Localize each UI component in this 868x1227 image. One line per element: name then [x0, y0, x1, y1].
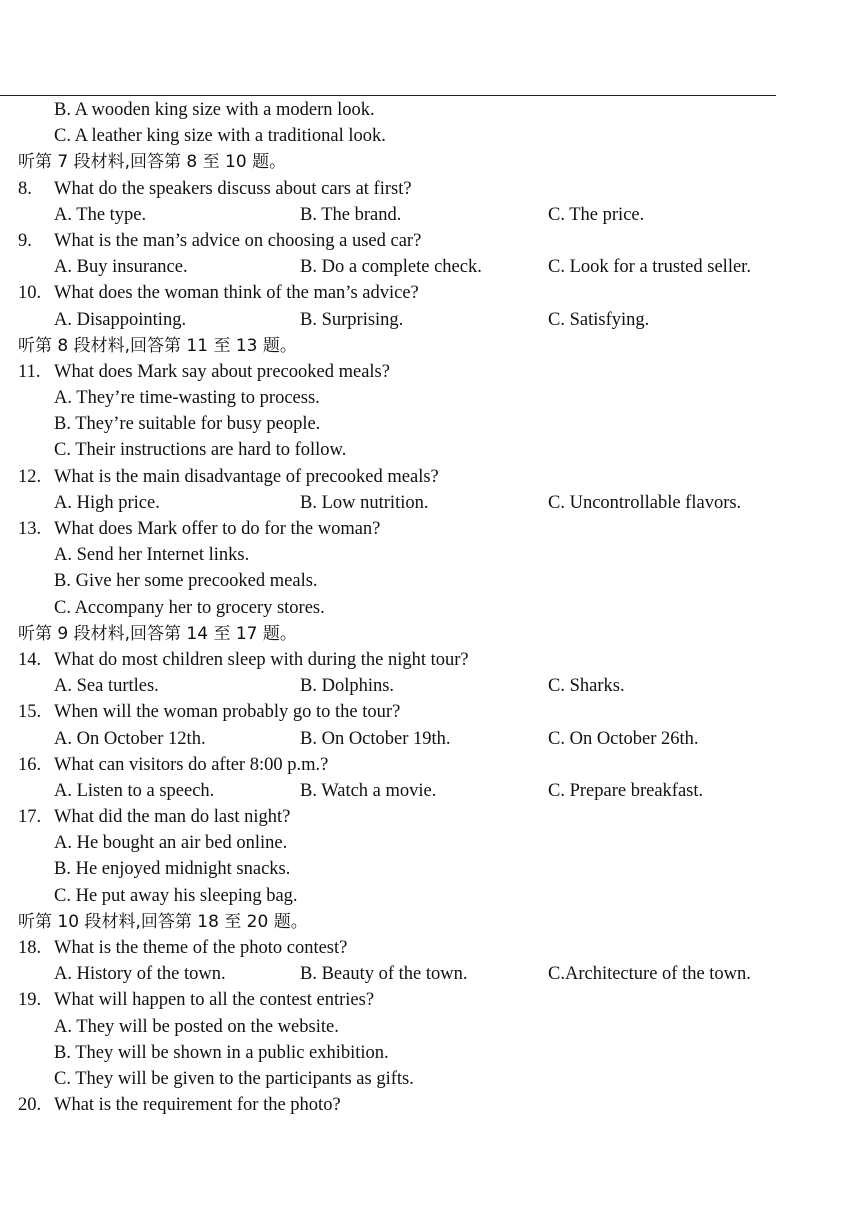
- option-row: [0, 202, 868, 228]
- option-text: B. Do a complete check.: [300, 257, 482, 278]
- section-heading-line: [0, 621, 868, 647]
- option-line: [0, 595, 868, 621]
- question-text: What does the woman think of the man’s advice?: [54, 283, 419, 304]
- option-text: A. Sea turtles.: [54, 676, 159, 697]
- option-text: A. Buy insurance.: [54, 257, 188, 278]
- option-line: [0, 385, 868, 411]
- section-heading: 听第 7 段材料,回答第 8 至 10 题。: [18, 152, 287, 173]
- option-line: [0, 568, 868, 594]
- question-number: 15.: [18, 702, 42, 723]
- section-heading-line: [0, 909, 868, 935]
- question-number: 8.: [18, 178, 32, 199]
- question-number: 18.: [18, 938, 42, 958]
- question-text: What does Mark offer to do for the woman?: [54, 519, 381, 539]
- option-text: C. Accompany her to grocery stores.: [54, 597, 325, 618]
- option-text: C. On October 26th.: [548, 728, 699, 749]
- option-text: A. History of the town.: [54, 964, 226, 985]
- option-text: C. Prepare breakfast.: [548, 780, 704, 801]
- option-text: C. They will be given to the participants as gifts.: [54, 1068, 414, 1089]
- option-text: A. He bought an air bed online.: [54, 833, 288, 854]
- question-line: [0, 804, 868, 830]
- question-line: [0, 1092, 868, 1118]
- option-line: [0, 123, 868, 149]
- question-line: [0, 176, 868, 202]
- option-text: B. They’re suitable for busy people.: [54, 414, 321, 435]
- question-text: What is the main disadvantage of precooked meals?: [54, 466, 439, 487]
- option-line: [0, 1040, 868, 1066]
- option-text: C. He put away his sleeping bag.: [54, 885, 298, 906]
- question-text: What does Mark say about precooked meals?: [54, 361, 390, 382]
- option-line: [0, 856, 868, 882]
- option-row: [0, 726, 868, 752]
- question-line: [0, 987, 868, 1013]
- section-heading: 听第 10 段材料,回答第 18 至 20 题。: [18, 911, 308, 932]
- question-line: [0, 516, 868, 542]
- option-row: [0, 254, 868, 280]
- option-text: C.Architecture of the town.: [548, 964, 751, 985]
- option-line: [0, 883, 868, 909]
- question-text: What is the requirement for the photo?: [54, 1095, 341, 1116]
- question-text: What do the speakers discuss about cars at first?: [54, 178, 412, 199]
- option-text: B. Surprising.: [300, 309, 404, 330]
- option-text: C. A leather king size with a traditional look.: [54, 126, 386, 147]
- question-number: 13.: [18, 519, 42, 539]
- option-row: [0, 490, 868, 516]
- option-text: B. Beauty of the town.: [300, 964, 468, 985]
- question-line: [0, 228, 868, 254]
- question-number: 20.: [18, 1095, 42, 1116]
- option-text: C. Look for a trusted seller.: [548, 257, 751, 278]
- option-text: B. He enjoyed midnight snacks.: [54, 859, 291, 880]
- option-text: B. On October 19th.: [300, 728, 451, 749]
- question-text: What will happen to all the contest entries?: [54, 990, 375, 1011]
- question-text: What can visitors do after 8:00 p.m.?: [54, 754, 329, 775]
- option-line: [0, 437, 868, 463]
- option-text: A. Listen to a speech.: [54, 780, 215, 801]
- option-text: C. Sharks.: [548, 676, 625, 697]
- question-number: 17.: [18, 807, 42, 828]
- option-text: B. Watch a movie.: [300, 780, 437, 801]
- option-text: A. Disappointing.: [54, 309, 187, 330]
- section-heading-line: [0, 149, 868, 175]
- question-text: What is the man’s advice on choosing a used car?: [54, 230, 422, 251]
- option-text: A. On October 12th.: [54, 728, 206, 749]
- section-heading: 听第 9 段材料,回答第 14 至 17 题。: [18, 623, 297, 644]
- option-text: A. The type.: [54, 204, 147, 225]
- option-text: A. They will be posted on the website.: [54, 1016, 339, 1037]
- question-number: 14.: [18, 649, 42, 670]
- section-heading: 听第 8 段材料,回答第 11 至 13 题。: [18, 335, 297, 356]
- option-text: C. Uncontrollable flavors.: [548, 492, 742, 513]
- question-line: [0, 280, 868, 306]
- question-line: [0, 935, 868, 961]
- question-number: 16.: [18, 754, 42, 775]
- option-text: B. They will be shown in a public exhibition.: [54, 1042, 389, 1063]
- question-text: What did the man do last night?: [54, 807, 291, 828]
- question-text: What is the theme of the photo contest?: [54, 938, 348, 958]
- question-line: [0, 752, 868, 778]
- option-line: [0, 1066, 868, 1092]
- option-text: B. Low nutrition.: [300, 492, 429, 513]
- question-line: [0, 699, 868, 725]
- option-row: [0, 673, 868, 699]
- option-row: [0, 307, 868, 333]
- question-line: [0, 359, 868, 385]
- option-text: A. Send her Internet links.: [54, 545, 250, 566]
- option-line: [0, 542, 868, 568]
- option-text: B. Dolphins.: [300, 676, 395, 697]
- option-text: C. Their instructions are hard to follow.: [54, 440, 347, 461]
- option-line: [0, 830, 868, 856]
- option-text: B. Give her some precooked meals.: [54, 571, 318, 592]
- question-text: What do most children sleep with during the night tour?: [54, 649, 469, 670]
- option-text: B. The brand.: [300, 204, 402, 225]
- question-number: 11.: [18, 361, 41, 382]
- option-text: A. High price.: [54, 492, 160, 513]
- question-number: 12.: [18, 466, 42, 487]
- option-line: [0, 1014, 868, 1040]
- option-text: B. A wooden king size with a modern look.: [54, 100, 375, 120]
- option-row: [0, 961, 868, 987]
- section-heading-line: [0, 333, 868, 359]
- option-text: A. They’re time-wasting to process.: [54, 388, 320, 409]
- question-number: 19.: [18, 990, 42, 1011]
- header-rule: [0, 95, 776, 96]
- question-number: 9.: [18, 230, 32, 251]
- option-line: [0, 97, 868, 123]
- option-text: C. Satisfying.: [548, 309, 650, 330]
- question-text: When will the woman probably go to the tour?: [54, 702, 401, 723]
- question-line: [0, 464, 868, 490]
- question-number: 10.: [18, 283, 42, 304]
- option-row: [0, 778, 868, 804]
- exam-page: [0, 97, 868, 1118]
- option-line: [0, 411, 868, 437]
- option-text: C. The price.: [548, 204, 645, 225]
- question-line: [0, 647, 868, 673]
